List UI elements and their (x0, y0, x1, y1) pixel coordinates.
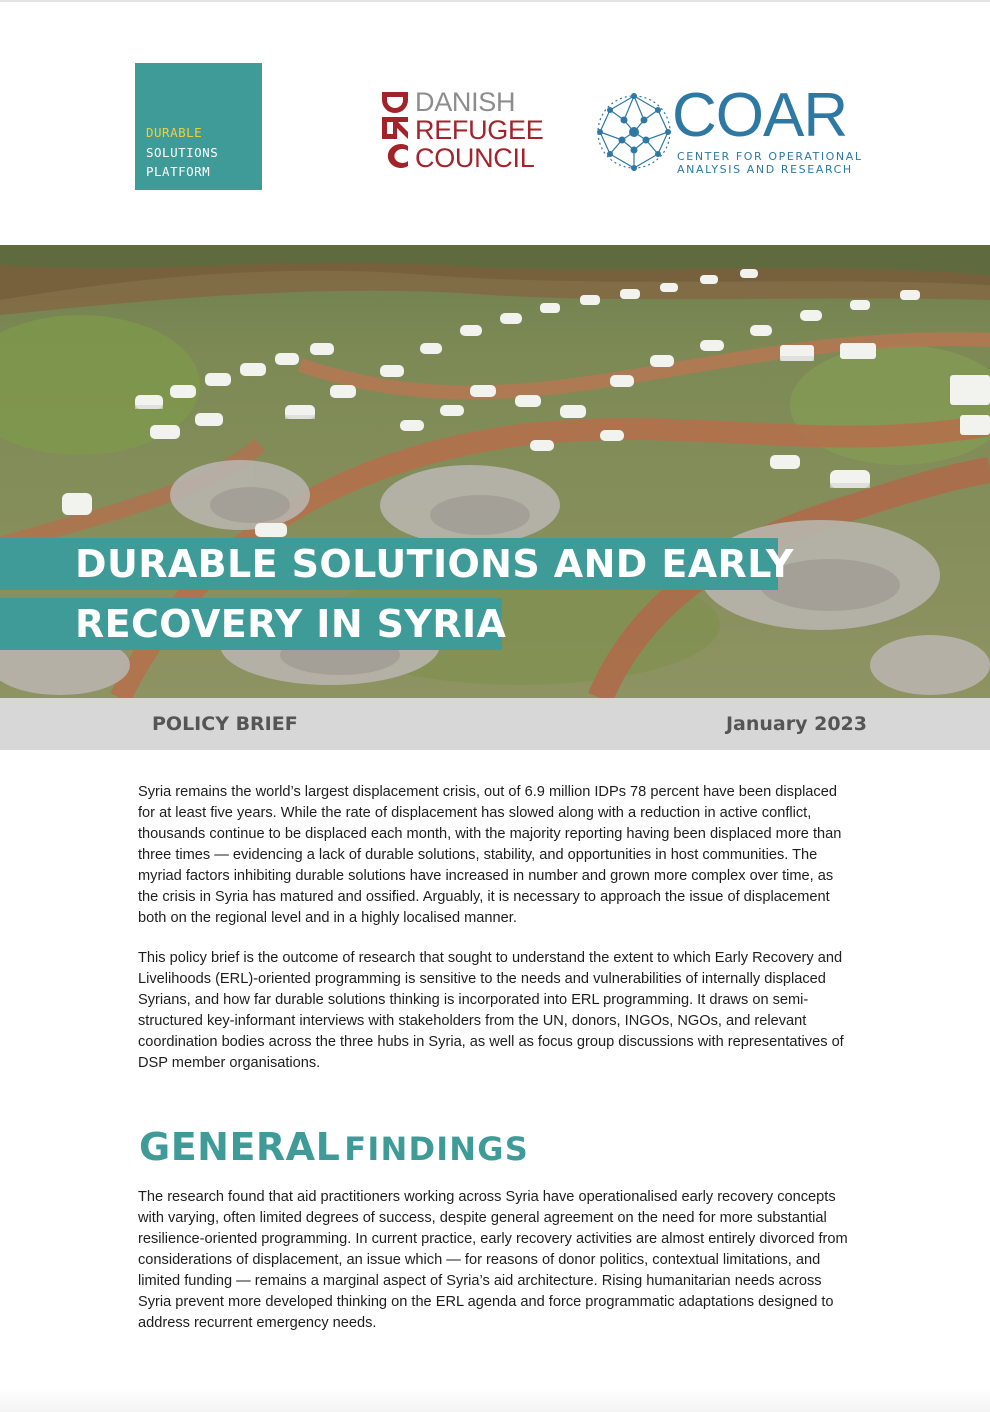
page-bottom-shade (0, 1388, 990, 1412)
dsp-logo-line1: DURABLE (146, 125, 203, 140)
drc-logo-line1: DANISH (415, 87, 516, 117)
coar-logo-name: COAR (672, 81, 848, 150)
top-rule (0, 0, 990, 2)
intro-paragraph-1: Syria remains the world’s largest displacement crisis, out of 6.9 million IDPs 78 percent have been displaced for at least five years. While the rate of displacement has slowed along with a reduction in active conflict, thousands continue to be displaced each month, with the majority reporting having been displaced more than three times — evidencing a lack of durable solutions, stability, and opportunities in host communities. The myriad factors inhibiting durable solutions have increased in number and grown more complex over time, as the crisis in Syria has matured and ossified. Arguably, it is necessary to approach the issue of displacement both on the regional level and in a highly localised manner. (138, 784, 842, 926)
intro-paragraph-2: This policy brief is the outcome of research that sought to understand the extent to which Early Recovery and Livelihoods (ERL)-oriented programming is sensitive to the needs and vulnerabilities of internally displaced Syrians, and how far durable solutions thinking is incorporated into ERL programming. It draws on semi-structured key-informant interviews with stakeholders from the UN, donors, INGOs, NGOs, and relevant coordination bodies across the three hubs in Syria, as well as focus group discussions with representatives of DSP member organisations. (138, 950, 844, 1071)
dsp-logo-line3: PLATFORM (146, 164, 211, 179)
network-globe-icon (592, 88, 674, 176)
document-title-line1: DURABLE SOLUTIONS AND EARLY (75, 542, 794, 586)
section-heading-part1: GENERAL (139, 1125, 341, 1169)
coar-logo-subtitle-line2: ANALYSIS AND RESEARCH (677, 163, 853, 176)
document-type: POLICY BRIEF (152, 713, 298, 735)
drc-logo (378, 87, 544, 173)
section-heading-general-findings (139, 1125, 529, 1169)
findings-paragraph: The research found that aid practitioners working across Syria have operationalised early recovery concepts with varying, often limited degrees of success, despite general agreement on the need for more substantial resilience-oriented programming. In current practice, early recovery activities are almost entirely divorced from considerations of displacement, an issue which — for reasons of donor politics, contextual limitations, and limited funding — remains a marginal aspect of Syria’s aid architecture. Rising humanitarian needs across Syria prevent more developed thinking on the ERL agenda and force programmatic adaptations designed to address recurrent emergency needs. (138, 1189, 848, 1331)
coar-logo (592, 81, 863, 180)
document-title-line2: RECOVERY IN SYRIA (75, 602, 507, 646)
document-date: January 2023 (725, 713, 867, 735)
drc-logo-line3: COUNCIL (415, 143, 535, 173)
drc-mark-icon (378, 88, 412, 168)
coar-logo-subtitle-line1: CENTER FOR OPERATIONAL (677, 150, 863, 163)
drc-logo-line2: REFUGEE (415, 115, 544, 145)
dsp-logo-line2: SOLUTIONS (146, 145, 219, 160)
dsp-logo (135, 63, 262, 190)
section-heading-part2: FINDINGS (344, 1130, 530, 1168)
subheader-band (0, 698, 990, 750)
